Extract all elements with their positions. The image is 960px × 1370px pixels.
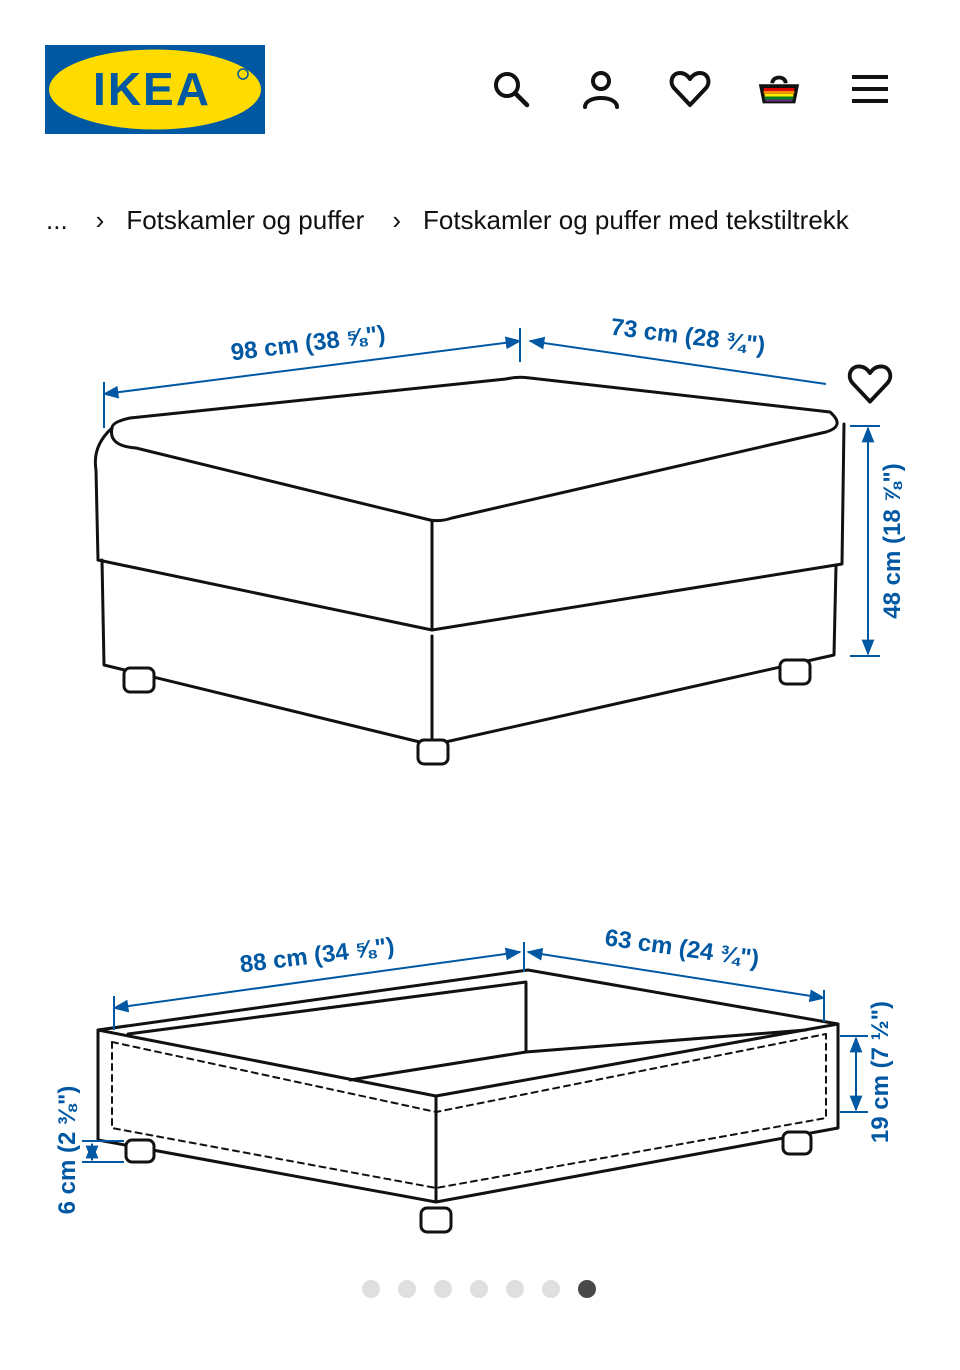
dimension-lines-2 — [82, 942, 868, 1162]
breadcrumb-separator: › — [392, 204, 401, 235]
carousel-dot[interactable] — [578, 1280, 596, 1298]
depth-dimension-label: 73 cm (28 ¾") — [609, 313, 767, 360]
carousel-dot[interactable] — [470, 1280, 488, 1298]
svg-text:IKEA: IKEA — [93, 63, 211, 115]
frame-width-dimension-label: 88 cm (34 ⅝") — [238, 932, 396, 979]
add-to-wishlist-button[interactable] — [846, 362, 894, 406]
account-icon[interactable] — [578, 66, 624, 112]
breadcrumb-separator: › — [95, 204, 105, 235]
shopping-bag-icon[interactable] — [756, 66, 802, 112]
heart-icon — [846, 362, 894, 406]
carousel-dot[interactable] — [398, 1280, 416, 1298]
breadcrumb-item-footstools[interactable]: Fotskamler og puffer — [126, 204, 365, 235]
carousel-dot[interactable] — [362, 1280, 380, 1298]
breadcrumb — [46, 200, 849, 240]
product-image-gallery[interactable] — [0, 290, 960, 1270]
carousel-dot[interactable] — [434, 1280, 452, 1298]
leg-clearance-dimension-label: 6 cm (2 ⅜") — [54, 1085, 81, 1215]
frame-height-dimension-label: 19 cm (7 ½") — [867, 1000, 894, 1144]
carousel-dot[interactable] — [542, 1280, 560, 1298]
width-dimension-label: 98 cm (38 ⅝") — [229, 320, 387, 367]
carousel-dot[interactable] — [506, 1280, 524, 1298]
dimension-drawing — [0, 290, 960, 1270]
wishlist-icon[interactable] — [667, 66, 713, 112]
carousel-pagination — [362, 1280, 596, 1302]
base-frame-drawing — [98, 970, 838, 1232]
breadcrumb-item-textile-footstools[interactable]: Fotskamler og puffer med tekstiltrekk — [422, 204, 849, 235]
frame-depth-dimension-label: 63 cm (24 ¾") — [603, 924, 761, 973]
header — [0, 0, 960, 160]
menu-icon[interactable] — [847, 66, 893, 112]
dimension-lines-1 — [104, 328, 880, 656]
search-icon[interactable] — [488, 66, 534, 112]
footstool-drawing — [95, 377, 844, 764]
height-dimension-label: 48 cm (18 ⅞") — [879, 463, 906, 619]
ikea-logo[interactable] — [45, 45, 265, 134]
breadcrumb-ellipsis[interactable]: ... — [46, 204, 68, 235]
